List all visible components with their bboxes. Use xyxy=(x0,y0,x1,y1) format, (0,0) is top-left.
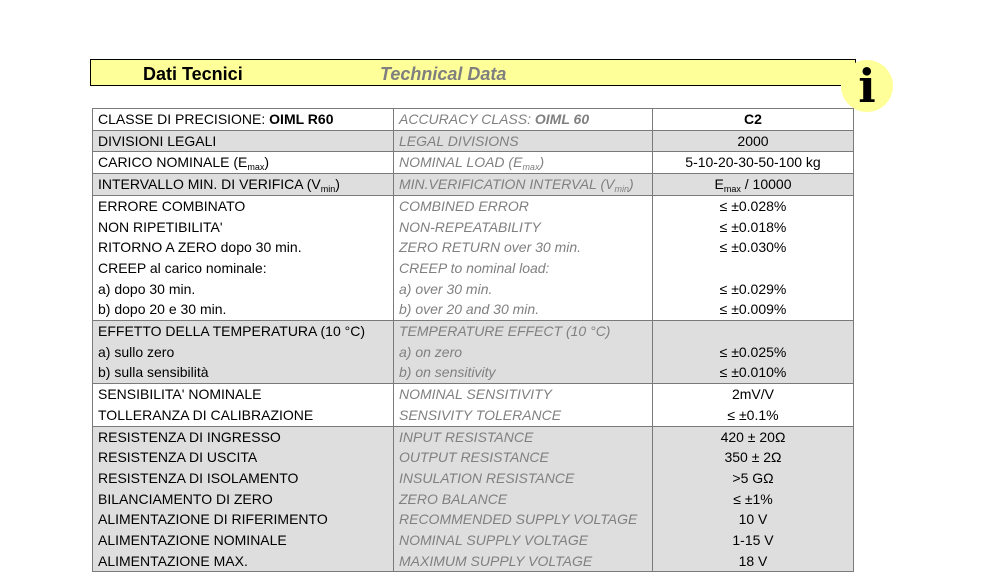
cell-line xyxy=(658,427,848,448)
cell-line xyxy=(98,321,388,342)
text-run: 2mV/V xyxy=(731,386,774,403)
text-run: ≤ ±0.030% xyxy=(719,239,787,256)
text-run: OIML 60 xyxy=(534,111,590,127)
text-run: 420 ± 20Ω xyxy=(720,428,786,445)
text-run: 18 V xyxy=(738,552,768,569)
info-icon xyxy=(841,60,893,112)
cell-line xyxy=(658,131,848,152)
value-cell xyxy=(653,321,854,384)
italian-label-cell xyxy=(93,195,394,320)
text-run: E xyxy=(714,176,724,193)
cell-line xyxy=(399,217,647,238)
cell-line xyxy=(399,109,647,130)
italian-label-cell xyxy=(93,109,394,131)
text-run: 350 ± 2Ω xyxy=(724,449,782,466)
cell-line xyxy=(98,362,388,383)
subscript-text: min xyxy=(320,184,336,195)
italian-label-cell xyxy=(93,130,394,152)
text-run: a) dopo 30 min. xyxy=(98,280,196,297)
english-label-cell xyxy=(394,426,653,572)
text-run: ) xyxy=(264,154,270,171)
cell-line xyxy=(399,174,647,195)
text-run: ≤ ±0.029% xyxy=(719,280,787,297)
text-run: a) over 30 min. xyxy=(399,280,493,297)
table-row xyxy=(93,130,854,152)
cell-line xyxy=(658,109,848,130)
cell-line xyxy=(658,258,848,279)
table-row xyxy=(93,321,854,384)
italian-label-cell xyxy=(93,152,394,174)
cell-line xyxy=(399,321,647,342)
text-run: MAXIMUM SUPPLY VOLTAGE xyxy=(399,552,593,569)
cell-line xyxy=(399,131,647,152)
cell-line xyxy=(658,530,848,551)
text-run: ≤ ±0.1% xyxy=(727,406,779,423)
cell-line xyxy=(399,489,647,510)
text-run: ) xyxy=(335,176,340,193)
english-label-cell xyxy=(394,321,653,384)
section-header-bar xyxy=(90,59,856,86)
text-run: NOMINAL SENSITIVITY xyxy=(399,386,552,403)
cell-line xyxy=(98,131,388,152)
cell-line xyxy=(399,237,647,258)
text-run: OUTPUT RESISTANCE xyxy=(399,449,549,466)
text-run: / 10000 xyxy=(740,176,792,193)
text-run: ≤ ±0.010% xyxy=(719,364,787,381)
value-cell xyxy=(653,152,854,174)
value-cell xyxy=(653,109,854,131)
english-label-cell xyxy=(394,174,653,196)
cell-line xyxy=(98,342,388,363)
cell-line xyxy=(399,152,647,173)
text-run: NON RIPETIBILITA' xyxy=(98,218,223,235)
text-run: INTERVALLO MIN. DI VERIFICA (V xyxy=(98,176,321,193)
cell-line xyxy=(98,174,388,195)
cell-line xyxy=(658,299,848,320)
english-label-cell xyxy=(394,384,653,426)
value-cell xyxy=(653,130,854,152)
text-run: ZERO BALANCE xyxy=(399,490,508,507)
table-row xyxy=(93,195,854,320)
cell-line xyxy=(658,196,848,217)
cell-line xyxy=(98,384,388,405)
text-run: DIVISIONI LEGALI xyxy=(98,132,217,149)
text-run: NOMINAL LOAD (E xyxy=(399,154,523,171)
subscript-text: min xyxy=(614,184,629,195)
value-cell xyxy=(653,195,854,320)
cell-line xyxy=(98,551,388,572)
text-run: 2000 xyxy=(737,132,769,149)
cell-line xyxy=(399,196,647,217)
cell-line xyxy=(658,489,848,510)
cell-line xyxy=(658,217,848,238)
text-run: ) xyxy=(539,154,545,171)
cell-line xyxy=(399,384,647,405)
text-run: ZERO RETURN over 30 min. xyxy=(399,239,582,256)
text-run: ≤ ±0.028% xyxy=(719,197,787,214)
text-run: MIN.VERIFICATION INTERVAL (V xyxy=(399,176,615,193)
text-run: SENSIBILITA' NOMINALE xyxy=(98,386,262,403)
text-run: RESISTENZA DI USCITA xyxy=(98,449,258,466)
cell-line xyxy=(658,509,848,530)
value-cell xyxy=(653,174,854,196)
text-run: ≤ ±0.009% xyxy=(719,301,787,318)
cell-line xyxy=(658,551,848,572)
subscript-text: max xyxy=(247,162,265,173)
text-run: COMBINED ERROR xyxy=(399,197,529,214)
text-run: TEMPERATURE EFFECT (10 °C) xyxy=(399,323,611,340)
text-run: CREEP al carico nominale: xyxy=(98,259,267,276)
italian-label-cell xyxy=(93,174,394,196)
english-label-cell xyxy=(394,109,653,131)
cell-line xyxy=(98,237,388,258)
cell-line xyxy=(98,530,388,551)
section-title-italian: Dati Tecnici xyxy=(143,64,243,84)
table-row xyxy=(93,384,854,426)
cell-line xyxy=(658,447,848,468)
text-run: C2 xyxy=(744,111,762,127)
text-run: >5 GΩ xyxy=(732,469,774,486)
cell-line xyxy=(98,447,388,468)
cell-line xyxy=(98,109,388,130)
text-run: ≤ ±0.018% xyxy=(719,218,787,235)
text-run: ALIMENTAZIONE NOMINALE xyxy=(98,532,287,549)
cell-line xyxy=(399,468,647,489)
italian-label-cell xyxy=(93,384,394,426)
italian-label-cell xyxy=(93,321,394,384)
text-run: INPUT RESISTANCE xyxy=(399,428,534,445)
text-run: ERRORE COMBINATO xyxy=(98,197,246,214)
text-run: SENSIVITY TOLERANCE xyxy=(399,406,562,423)
cell-line xyxy=(98,509,388,530)
cell-line xyxy=(658,237,848,258)
cell-line xyxy=(399,258,647,279)
technical-data-table xyxy=(92,108,854,572)
table-row xyxy=(93,174,854,196)
text-run: ALIMENTAZIONE DI RIFERIMENTO xyxy=(98,511,328,528)
text-run: a) sullo zero xyxy=(98,343,175,360)
text-run: RITORNO A ZERO dopo 30 min. xyxy=(98,239,302,256)
text-run: ≤ ±1% xyxy=(733,490,773,507)
text-run: NOMINAL SUPPLY VOLTAGE xyxy=(399,532,589,549)
text-run: EFFETTO DELLA TEMPERATURA (10 °C) xyxy=(98,323,365,340)
cell-line xyxy=(98,468,388,489)
cell-line xyxy=(399,342,647,363)
text-run: TOLLERANZA DI CALIBRAZIONE xyxy=(98,406,314,423)
table-row xyxy=(93,109,854,131)
text-run: ACCURACY CLASS: xyxy=(399,111,535,127)
table-row xyxy=(93,152,854,174)
cell-line xyxy=(658,405,848,426)
cell-line xyxy=(658,384,848,405)
text-run: a) on zero xyxy=(399,343,463,360)
cell-line xyxy=(399,279,647,300)
cell-line xyxy=(658,468,848,489)
english-label-cell xyxy=(394,152,653,174)
text-run: NON-REPEATABILITY xyxy=(399,218,541,235)
value-cell xyxy=(653,384,854,426)
english-label-cell xyxy=(394,130,653,152)
cell-line xyxy=(658,279,848,300)
text-run: CLASSE DI PRECISIONE: xyxy=(98,111,270,127)
cell-line xyxy=(98,427,388,448)
cell-line xyxy=(658,362,848,383)
cell-line xyxy=(98,258,388,279)
cell-line xyxy=(658,152,848,173)
subscript-text: max xyxy=(522,162,540,173)
text-run: ≤ ±0.025% xyxy=(719,343,787,360)
text-run: LEGAL DIVISIONS xyxy=(399,132,519,149)
cell-line xyxy=(399,362,647,383)
cell-line xyxy=(98,196,388,217)
cell-line xyxy=(98,489,388,510)
cell-line xyxy=(658,174,848,195)
text-run: ) xyxy=(629,176,634,193)
text-run: 10 V xyxy=(738,511,768,528)
text-run: OIML R60 xyxy=(269,111,334,127)
cell-line xyxy=(399,299,647,320)
text-run: BILANCIAMENTO DI ZERO xyxy=(98,490,273,507)
cell-line xyxy=(658,321,848,342)
text-run: 1-15 V xyxy=(732,532,774,549)
subscript-text: max xyxy=(723,184,741,195)
cell-line xyxy=(98,152,388,173)
text-run: RECOMMENDED SUPPLY VOLTAGE xyxy=(399,511,638,528)
text-run: CREEP to nominal load: xyxy=(399,259,550,276)
text-run: 5-10-20-30-50-100 kg xyxy=(685,154,821,171)
text-run: CARICO NOMINALE (E xyxy=(98,154,248,171)
text-run: ALIMENTAZIONE MAX. xyxy=(98,552,248,569)
text-run: RESISTENZA DI INGRESSO xyxy=(98,428,281,445)
english-label-cell xyxy=(394,195,653,320)
cell-line xyxy=(399,530,647,551)
text-run: INSULATION RESISTANCE xyxy=(399,469,575,486)
cell-line xyxy=(658,342,848,363)
cell-line xyxy=(399,447,647,468)
text-run: b) on sensitivity xyxy=(399,364,496,381)
text-run: b) over 20 and 30 min. xyxy=(399,301,540,318)
cell-line xyxy=(399,509,647,530)
table-row xyxy=(93,426,854,572)
cell-line xyxy=(98,217,388,238)
cell-line xyxy=(98,279,388,300)
text-run: b) dopo 20 e 30 min. xyxy=(98,301,227,318)
section-title-english: Technical Data xyxy=(380,64,507,84)
cell-line xyxy=(399,551,647,572)
italian-label-cell xyxy=(93,426,394,572)
cell-line xyxy=(399,405,647,426)
cell-line xyxy=(98,299,388,320)
info-glyph: i xyxy=(858,59,876,113)
cell-line xyxy=(399,427,647,448)
text-run: RESISTENZA DI ISOLAMENTO xyxy=(98,469,299,486)
cell-line xyxy=(98,405,388,426)
value-cell xyxy=(653,426,854,572)
text-run: b) sulla sensibilità xyxy=(98,364,209,381)
